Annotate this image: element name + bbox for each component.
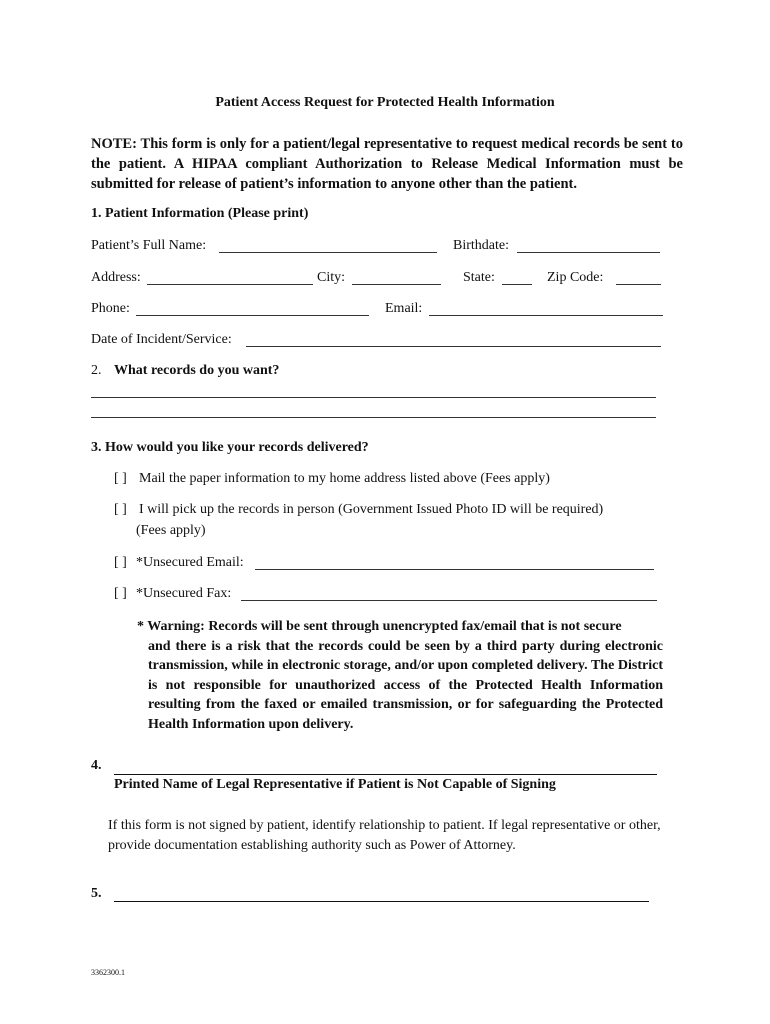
email-label: Email: (385, 301, 423, 316)
warning-first-line: * Warning: Records will be sent through unencrypted fax/email that is not secure (137, 619, 622, 634)
form-note: NOTE: This form is only for a patient/legal representative to request medical records be sent to the patient. A HIPAA compliant Authorization to Release Medical Information must be submitted for release of patient’s information to anyone other than the patient. (91, 136, 683, 192)
section1-heading: 1. Patient Information (Please print) (91, 206, 309, 221)
birthdate-field[interactable] (517, 252, 660, 253)
section5-number: 5. (91, 886, 102, 901)
security-warning (137, 617, 663, 735)
mail-option-label: Mail the paper information to my home address listed above (Fees apply) (139, 471, 550, 486)
full-name-field[interactable] (219, 252, 437, 253)
address-field[interactable] (147, 284, 313, 285)
state-field[interactable] (502, 284, 532, 285)
legal-representative-caption: Printed Name of Legal Representative if Patient is Not Capable of Signing (114, 777, 556, 792)
legal-representative-name-field[interactable] (114, 774, 657, 775)
pickup-option-label: I will pick up the records in person (Government Issued Photo ID will be required) (139, 502, 604, 517)
zip-field[interactable] (616, 284, 661, 285)
relationship-instructions: If this form is not signed by patient, identify relationship to patient. If legal representative or other, provide documentation establishing authority such as Power of Attorney. (108, 818, 661, 853)
city-label: City: (317, 270, 346, 285)
phone-label: Phone: (91, 301, 130, 316)
pickup-fees-label: (Fees apply) (136, 523, 206, 538)
full-name-label: Patient’s Full Name: (91, 238, 207, 253)
email-checkbox[interactable]: [ ] (114, 555, 127, 570)
date-of-service-field[interactable] (246, 346, 661, 347)
birthdate-label: Birthdate: (453, 238, 509, 253)
state-label: State: (463, 270, 495, 285)
mail-checkbox[interactable]: [ ] (114, 471, 127, 486)
section2-heading: What records do you want? (114, 363, 280, 378)
unsecured-fax-label: *Unsecured Fax: (136, 586, 232, 601)
warning-body: and there is a risk that the records could be seen by a third party during electronic transmission, while in electronic storage, and/or upon completed delivery. The District is not responsible for unauthorized access of the Protected Health Information resulting from the faxed or emailed transmission, or for safeguarding the Protected Health Information upon delivery. (148, 638, 663, 732)
pickup-checkbox[interactable]: [ ] (114, 502, 127, 517)
unsecured-email-field[interactable] (255, 569, 654, 570)
unsecured-email-label: *Unsecured Email: (136, 555, 244, 570)
city-field[interactable] (352, 284, 441, 285)
records-wanted-line-2[interactable] (91, 417, 656, 418)
document-code: 3362300.1 (91, 968, 125, 977)
fax-checkbox[interactable]: [ ] (114, 586, 127, 601)
phone-field[interactable] (136, 315, 369, 316)
unsecured-fax-field[interactable] (241, 600, 657, 601)
zip-label: Zip Code: (547, 270, 604, 285)
signature-field[interactable] (114, 901, 649, 902)
form-title: Patient Access Request for Protected Health Information (215, 95, 555, 110)
date-of-service-label: Date of Incident/Service: (91, 332, 232, 347)
section3-heading: 3. How would you like your records delivered? (91, 440, 369, 455)
records-wanted-line-1[interactable] (91, 397, 656, 398)
section4-number: 4. (91, 758, 102, 773)
email-field[interactable] (429, 315, 663, 316)
section2-number: 2. (91, 363, 102, 378)
address-label: Address: (91, 270, 141, 285)
